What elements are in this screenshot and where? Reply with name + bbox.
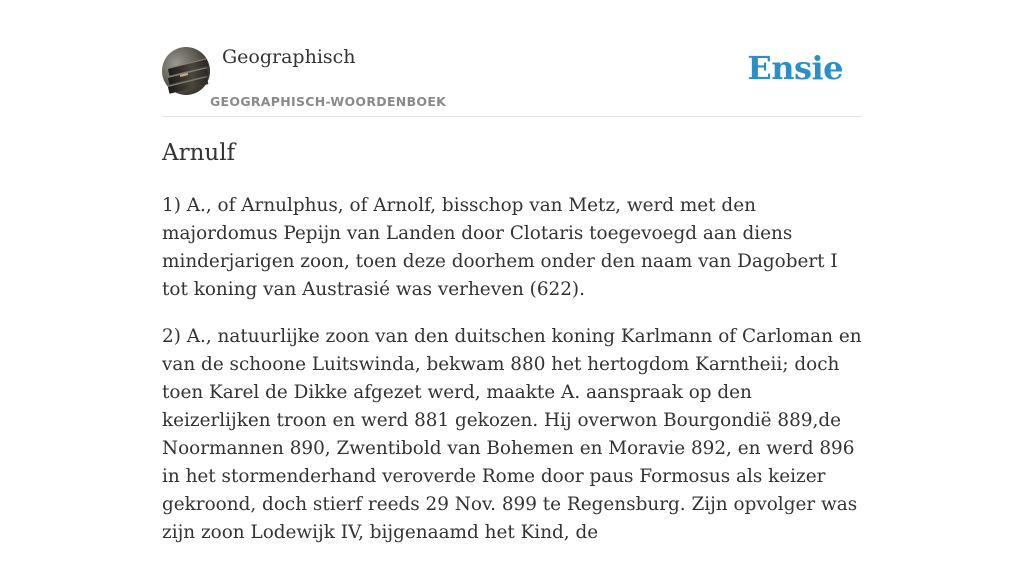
- source-name-link[interactable]: Geographisch: [222, 46, 356, 68]
- source-slug: GEOGRAPHISCH-WOORDENBOEK: [210, 94, 447, 109]
- ensie-logo[interactable]: Ensie: [747, 49, 843, 87]
- books-avatar-icon[interactable]: [162, 47, 210, 95]
- definition-paragraph: 1) A., of Arnulphus, of Arnolf, bisschop van Metz, werd met den majordomus Pepijn van Landen door Clotaris toegevoegd aan diens minderjarigen zoon, toen deze doorhem onder den naam van Dagobert I tot koning van Austrasié was verheven (622).: [162, 195, 838, 300]
- article-body: [162, 192, 864, 566]
- page-title: Arnulf: [162, 140, 236, 166]
- source-header: [162, 40, 862, 117]
- definition-paragraph: 2) A., natuurlijke zoon van den duitschen koning Karlmann of Carloman en van de schoone Luitswinda, bekwam 880 het hertogdom Karntheii; doch toen Karel de Dikke afgezet werd, maakte A. aanspraak op den keizerlijken troon en werd 881 gekozen. Hij overwon Bourgondië 889,de Noormannen 890, Zwentibold van Bohemen en Moravie 892, en werd 896 in het stormenderhand veroverde Rome door paus Formosus als keizer gekroond, doch stierf reeds 29 Nov. 899 te Regensburg. Zijn opvolger was zijn zoon Lodewijk IV, bijgenaamd het Kind, de: [162, 326, 862, 543]
